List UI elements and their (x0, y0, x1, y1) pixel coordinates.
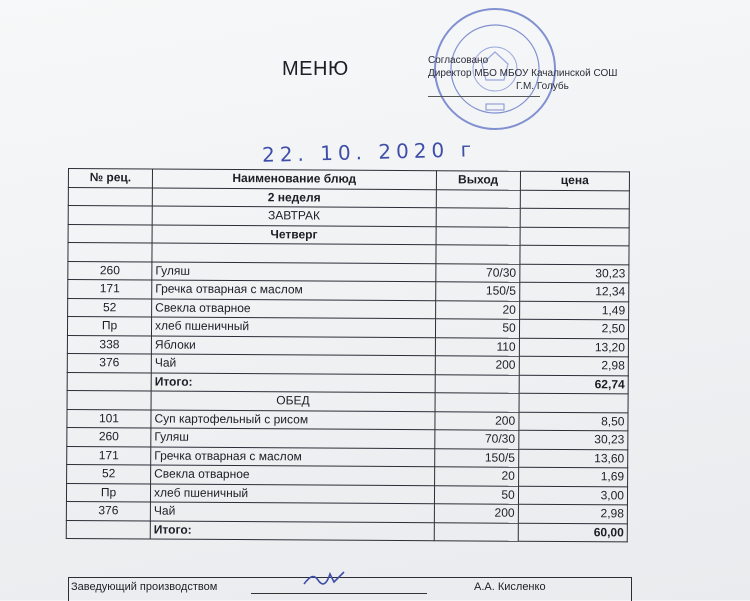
recipe-number: 52 (68, 298, 152, 317)
price: 1,49 (519, 301, 628, 320)
breakfast-label: ЗАВТРАК (152, 206, 436, 226)
footer-signatory-name: А.А. Кисленко (474, 581, 546, 593)
approval-label: Согласовано (428, 55, 489, 66)
week-label: 2 неделя (152, 188, 436, 208)
recipe-number: 171 (67, 446, 151, 465)
footer-signature-line (251, 593, 427, 594)
recipe-number: 101 (67, 409, 151, 428)
price: 2,98 (518, 504, 627, 523)
portion: 70/30 (434, 430, 518, 449)
lunch-total-value: 60,00 (518, 523, 627, 542)
portion: 150/5 (435, 282, 519, 301)
approval-name: Г.М. Голубь (516, 81, 569, 92)
portion: 20 (434, 467, 518, 486)
portion: 200 (435, 411, 519, 430)
lunch-label: ОБЕД (151, 391, 435, 411)
handwritten-signature-icon (300, 566, 348, 590)
portion: 110 (435, 337, 519, 356)
dish-name: Гуляш (152, 262, 436, 282)
price: 2,50 (519, 319, 628, 338)
portion: 200 (435, 356, 519, 375)
price: 13,20 (519, 338, 628, 357)
handwritten-date: 22. 10. 2020 г (261, 137, 477, 167)
header-recipe-number: № рец. (68, 169, 152, 188)
recipe-number: 376 (67, 353, 151, 372)
footer-role-label: Заведующий производством (71, 581, 218, 593)
day-label: Четверг (152, 225, 436, 245)
recipe-number: 171 (68, 280, 152, 299)
dish-name: Чай (151, 354, 435, 374)
portion: 20 (435, 300, 519, 319)
recipe-number: 52 (67, 464, 151, 483)
dish-name: Яблоки (151, 336, 435, 356)
menu-table (66, 168, 630, 542)
price: 12,34 (519, 282, 628, 301)
dish-name: Гречка отварная с маслом (152, 280, 436, 300)
lunch-total-row (66, 520, 627, 542)
portion: 50 (435, 319, 519, 338)
dish-name: хлеб пшеничный (152, 317, 436, 337)
footer-signature-row (68, 577, 632, 601)
price: 30,23 (520, 264, 629, 283)
portion: 70/30 (435, 263, 519, 282)
price: 8,50 (519, 412, 628, 431)
dish-name: хлеб пшеничный (150, 484, 434, 504)
dish-name: Суп картофельный с рисом (151, 410, 435, 430)
portion: 50 (434, 485, 518, 504)
recipe-number: 376 (66, 501, 150, 520)
price: 1,69 (518, 467, 627, 486)
price: 2,98 (519, 356, 628, 375)
dish-name: Гречка отварная с маслом (151, 447, 435, 467)
portion: 150/5 (434, 448, 518, 467)
price: 13,60 (518, 449, 627, 468)
approval-signature-line (428, 96, 540, 97)
recipe-number: Пр (66, 483, 150, 502)
header-dish-name: Наименование блюд (152, 169, 436, 189)
header-portion: Выход (436, 171, 520, 190)
header-price: цена (520, 171, 629, 190)
dish-name: Гуляш (151, 428, 435, 448)
breakfast-total-value: 62,74 (519, 375, 628, 394)
approval-position: Директор МБО МБОУ Качалинской СОШ (428, 68, 618, 79)
recipe-number: 260 (67, 427, 151, 446)
dish-name: Чай (150, 502, 434, 522)
total-label: Итого: (150, 521, 434, 541)
dish-name: Свекла отварное (152, 299, 436, 319)
recipe-number: 338 (67, 335, 151, 354)
total-label: Итого: (151, 373, 435, 393)
price: 30,23 (518, 430, 627, 449)
recipe-number: 260 (68, 261, 152, 280)
approval-block (428, 54, 617, 93)
portion: 200 (434, 504, 518, 523)
page-title: МЕНЮ (282, 58, 349, 80)
price: 3,00 (518, 486, 627, 505)
dish-name: Свекла отварное (151, 465, 435, 485)
recipe-number: Пр (67, 317, 151, 336)
